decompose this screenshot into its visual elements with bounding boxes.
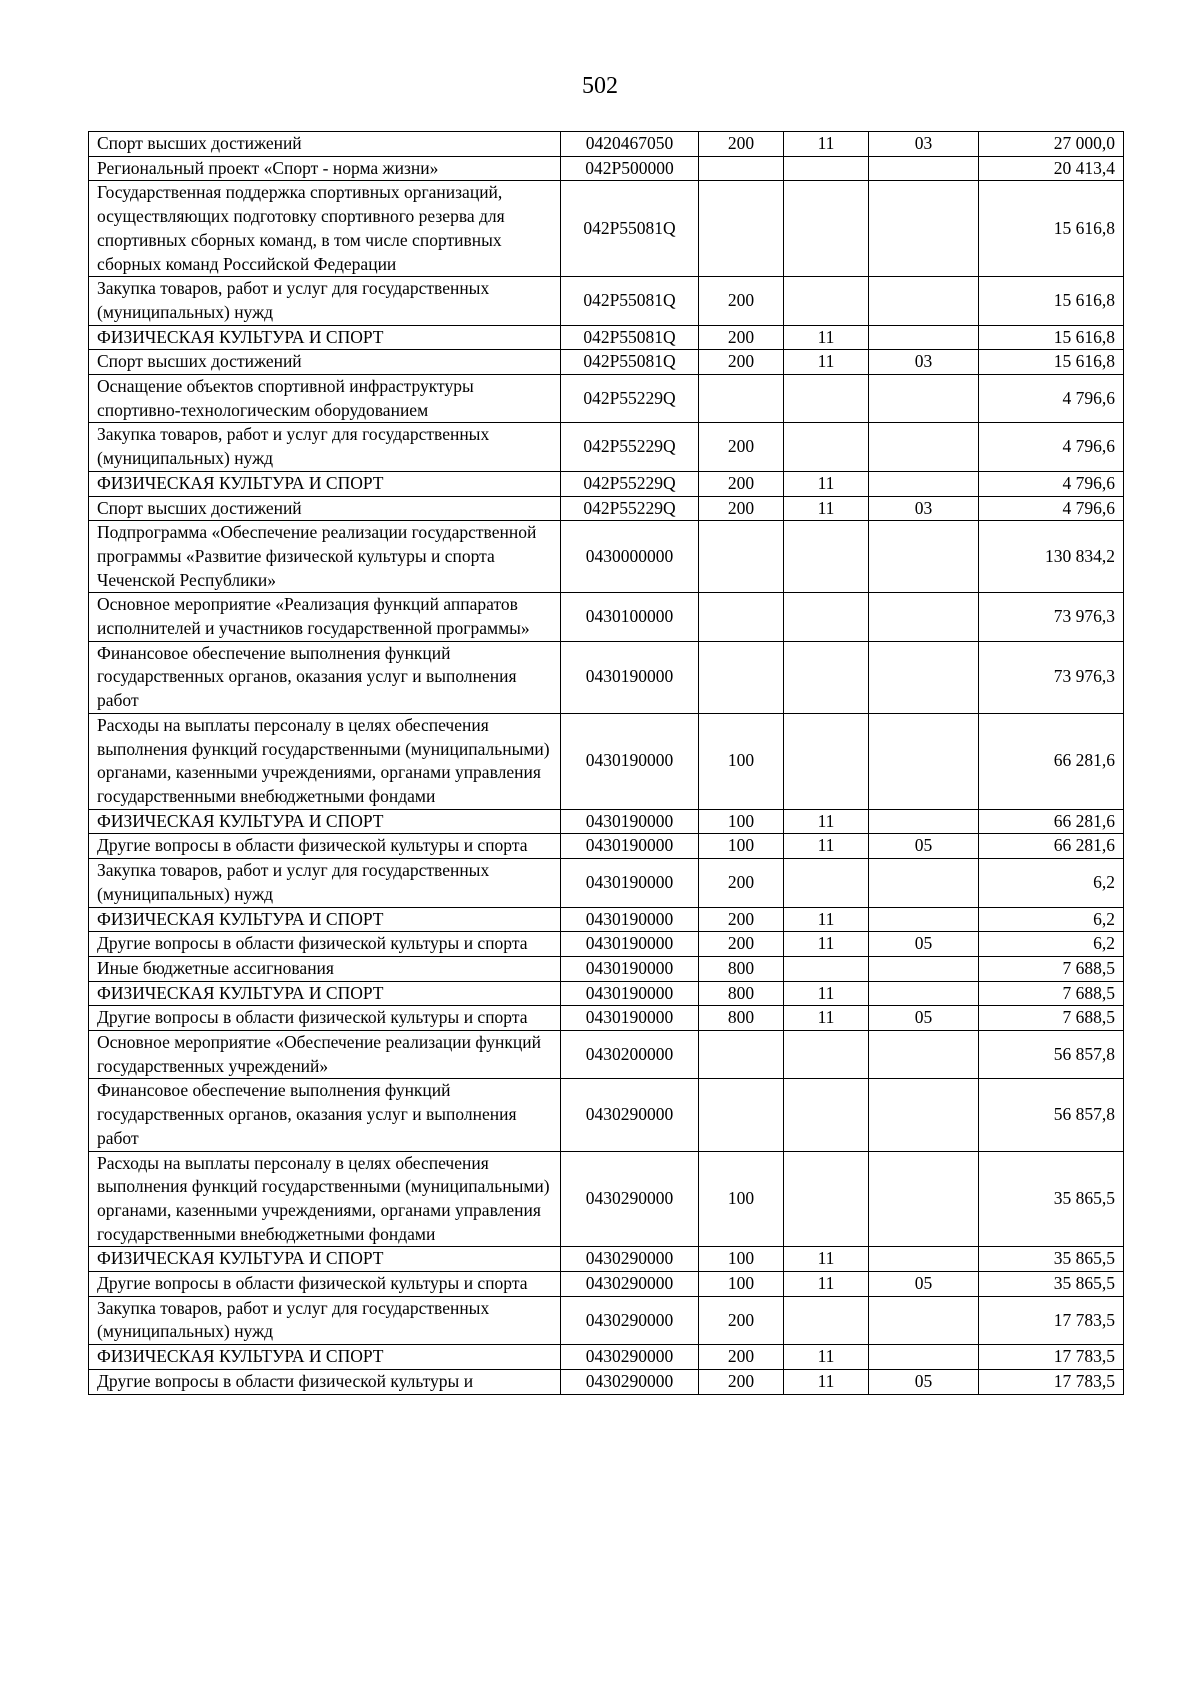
expense-name-cell: Региональный проект «Спорт - норма жизни»	[89, 156, 561, 181]
subsection-cell: 05	[869, 1006, 979, 1031]
amount-cell: 20 413,4	[979, 156, 1124, 181]
target-article-cell: 042P55081Q	[561, 277, 699, 325]
expense-name-cell: Другие вопросы в области физической культуры и спорта	[89, 834, 561, 859]
target-article-cell: 0430190000	[561, 907, 699, 932]
table-row	[89, 834, 1124, 859]
amount-cell: 6,2	[979, 932, 1124, 957]
table-row	[89, 325, 1124, 350]
section-cell	[784, 1296, 869, 1344]
expense-type-cell: 200	[699, 1345, 784, 1370]
target-article-cell: 0430290000	[561, 1151, 699, 1247]
expense-name-cell: Закупка товаров, работ и услуг для государственных (муниципальных) нужд	[89, 277, 561, 325]
table-row	[89, 932, 1124, 957]
subsection-cell: 03	[869, 350, 979, 375]
target-article-cell: 0430190000	[561, 859, 699, 907]
expense-name-cell: ФИЗИЧЕСКАЯ КУЛЬТУРА И СПОРТ	[89, 325, 561, 350]
page-number: 502	[582, 73, 618, 99]
amount-cell: 73 976,3	[979, 641, 1124, 713]
amount-cell: 6,2	[979, 907, 1124, 932]
expense-name-cell: ФИЗИЧЕСКАЯ КУЛЬТУРА И СПОРТ	[89, 1247, 561, 1272]
section-cell: 11	[784, 1006, 869, 1031]
table-row	[89, 181, 1124, 277]
expense-type-cell: 100	[699, 1151, 784, 1247]
target-article-cell: 0430290000	[561, 1369, 699, 1394]
table-row	[89, 907, 1124, 932]
section-cell	[784, 956, 869, 981]
expense-name-cell: Основное мероприятие «Обеспечение реализации функций государственных учреждений»	[89, 1031, 561, 1079]
target-article-cell: 042P55081Q	[561, 181, 699, 277]
expense-type-cell: 800	[699, 1006, 784, 1031]
table-row	[89, 713, 1124, 809]
expense-name-cell: Иные бюджетные ассигнования	[89, 956, 561, 981]
expense-name-cell: Расходы на выплаты персоналу в целях обеспечения выполнения функций государственными (муниципальными) органами, казенными учреждениями, органами управления государственными внебюджетными фондами	[89, 1151, 561, 1247]
target-article-cell: 0430290000	[561, 1247, 699, 1272]
expense-name-cell: Закупка товаров, работ и услуг для государственных (муниципальных) нужд	[89, 1296, 561, 1344]
expense-type-cell: 200	[699, 132, 784, 157]
target-article-cell: 042P55229Q	[561, 471, 699, 496]
table-row	[89, 809, 1124, 834]
table-row	[89, 277, 1124, 325]
target-article-cell: 042P55229Q	[561, 423, 699, 471]
expense-type-cell: 100	[699, 1272, 784, 1297]
table-row	[89, 1151, 1124, 1247]
expense-name-cell: ФИЗИЧЕСКАЯ КУЛЬТУРА И СПОРТ	[89, 907, 561, 932]
expense-type-cell	[699, 181, 784, 277]
expense-type-cell: 200	[699, 859, 784, 907]
section-cell	[784, 181, 869, 277]
expense-type-cell: 200	[699, 1369, 784, 1394]
table-row	[89, 593, 1124, 641]
amount-cell: 4 796,6	[979, 471, 1124, 496]
amount-cell: 6,2	[979, 859, 1124, 907]
amount-cell: 7 688,5	[979, 981, 1124, 1006]
target-article-cell: 042P55081Q	[561, 325, 699, 350]
expense-name-cell: Расходы на выплаты персоналу в целях обеспечения выполнения функций государственными (муниципальными) органами, казенными учреждениями, органами управления государственными внебюджетными фондами	[89, 713, 561, 809]
target-article-cell: 0420467050	[561, 132, 699, 157]
expense-type-cell: 800	[699, 956, 784, 981]
expense-name-cell: ФИЗИЧЕСКАЯ КУЛЬТУРА И СПОРТ	[89, 981, 561, 1006]
expense-type-cell: 200	[699, 423, 784, 471]
section-cell	[784, 277, 869, 325]
expense-type-cell	[699, 1079, 784, 1151]
subsection-cell	[869, 1247, 979, 1272]
expense-type-cell: 100	[699, 809, 784, 834]
subsection-cell	[869, 181, 979, 277]
expense-name-cell: Закупка товаров, работ и услуг для государственных (муниципальных) нужд	[89, 423, 561, 471]
subsection-cell: 05	[869, 1272, 979, 1297]
expense-type-cell: 200	[699, 1296, 784, 1344]
subsection-cell	[869, 1296, 979, 1344]
target-article-cell: 0430190000	[561, 932, 699, 957]
table-row	[89, 132, 1124, 157]
target-article-cell: 0430200000	[561, 1031, 699, 1079]
subsection-cell	[869, 277, 979, 325]
amount-cell: 15 616,8	[979, 277, 1124, 325]
subsection-cell	[869, 1079, 979, 1151]
amount-cell: 35 865,5	[979, 1151, 1124, 1247]
target-article-cell: 0430290000	[561, 1345, 699, 1370]
budget-table	[88, 131, 1124, 1395]
subsection-cell	[869, 641, 979, 713]
table-row	[89, 496, 1124, 521]
expense-type-cell	[699, 1031, 784, 1079]
table-row	[89, 1247, 1124, 1272]
amount-cell: 15 616,8	[979, 350, 1124, 375]
target-article-cell: 042P500000	[561, 156, 699, 181]
target-article-cell: 0430190000	[561, 641, 699, 713]
amount-cell: 66 281,6	[979, 834, 1124, 859]
amount-cell: 4 796,6	[979, 496, 1124, 521]
target-article-cell: 0430290000	[561, 1272, 699, 1297]
expense-name-cell: Другие вопросы в области физической культуры и	[89, 1369, 561, 1394]
table-row	[89, 156, 1124, 181]
expense-type-cell: 100	[699, 713, 784, 809]
table-row	[89, 981, 1124, 1006]
subsection-cell	[869, 593, 979, 641]
target-article-cell: 0430290000	[561, 1296, 699, 1344]
expense-type-cell: 200	[699, 496, 784, 521]
expense-name-cell: Другие вопросы в области физической культуры и спорта	[89, 1272, 561, 1297]
section-cell: 11	[784, 932, 869, 957]
section-cell: 11	[784, 132, 869, 157]
table-row	[89, 1296, 1124, 1344]
expense-type-cell: 800	[699, 981, 784, 1006]
subsection-cell	[869, 1151, 979, 1247]
amount-cell: 27 000,0	[979, 132, 1124, 157]
section-cell: 11	[784, 981, 869, 1006]
expense-name-cell: Другие вопросы в области физической культуры и спорта	[89, 1006, 561, 1031]
expense-type-cell: 100	[699, 1247, 784, 1272]
subsection-cell	[869, 1345, 979, 1370]
expense-type-cell	[699, 641, 784, 713]
subsection-cell	[869, 956, 979, 981]
target-article-cell: 0430190000	[561, 713, 699, 809]
expense-name-cell: ФИЗИЧЕСКАЯ КУЛЬТУРА И СПОРТ	[89, 1345, 561, 1370]
target-article-cell: 0430190000	[561, 834, 699, 859]
table-row	[89, 859, 1124, 907]
amount-cell: 130 834,2	[979, 521, 1124, 593]
subsection-cell	[869, 907, 979, 932]
amount-cell: 56 857,8	[979, 1079, 1124, 1151]
section-cell: 11	[784, 496, 869, 521]
amount-cell: 4 796,6	[979, 375, 1124, 423]
subsection-cell: 03	[869, 132, 979, 157]
target-article-cell: 0430190000	[561, 1006, 699, 1031]
amount-cell: 15 616,8	[979, 325, 1124, 350]
section-cell: 11	[784, 1369, 869, 1394]
subsection-cell	[869, 325, 979, 350]
expense-type-cell: 100	[699, 834, 784, 859]
subsection-cell	[869, 375, 979, 423]
expense-name-cell: Основное мероприятие «Реализация функций аппаратов исполнителей и участников государственной программы»	[89, 593, 561, 641]
section-cell	[784, 423, 869, 471]
section-cell: 11	[784, 907, 869, 932]
table-row	[89, 471, 1124, 496]
table-row	[89, 1345, 1124, 1370]
section-cell: 11	[784, 471, 869, 496]
expense-type-cell: 200	[699, 907, 784, 932]
table-row	[89, 641, 1124, 713]
subsection-cell	[869, 713, 979, 809]
target-article-cell: 042P55229Q	[561, 375, 699, 423]
section-cell	[784, 1031, 869, 1079]
section-cell: 11	[784, 1272, 869, 1297]
section-cell	[784, 156, 869, 181]
section-cell: 11	[784, 1345, 869, 1370]
subsection-cell: 03	[869, 496, 979, 521]
target-article-cell: 0430190000	[561, 981, 699, 1006]
section-cell	[784, 859, 869, 907]
expense-type-cell	[699, 375, 784, 423]
expense-type-cell: 200	[699, 350, 784, 375]
table-row	[89, 350, 1124, 375]
table-row	[89, 1006, 1124, 1031]
subsection-cell: 05	[869, 834, 979, 859]
target-article-cell: 0430290000	[561, 1079, 699, 1151]
amount-cell: 35 865,5	[979, 1272, 1124, 1297]
section-cell	[784, 641, 869, 713]
table-row	[89, 1031, 1124, 1079]
subsection-cell	[869, 981, 979, 1006]
amount-cell: 4 796,6	[979, 423, 1124, 471]
section-cell	[784, 521, 869, 593]
section-cell	[784, 1079, 869, 1151]
target-article-cell: 042P55081Q	[561, 350, 699, 375]
table-row	[89, 521, 1124, 593]
expense-type-cell: 200	[699, 325, 784, 350]
expense-type-cell	[699, 156, 784, 181]
amount-cell: 17 783,5	[979, 1345, 1124, 1370]
expense-type-cell	[699, 593, 784, 641]
table-row	[89, 1079, 1124, 1151]
expense-name-cell: Финансовое обеспечение выполнения функций государственных органов, оказания услуг и выполнения работ	[89, 641, 561, 713]
expense-name-cell: Другие вопросы в области физической культуры и спорта	[89, 932, 561, 957]
expense-name-cell: Спорт высших достижений	[89, 350, 561, 375]
expense-type-cell: 200	[699, 471, 784, 496]
expense-type-cell: 200	[699, 932, 784, 957]
subsection-cell	[869, 521, 979, 593]
subsection-cell: 05	[869, 932, 979, 957]
target-article-cell: 0430190000	[561, 809, 699, 834]
amount-cell: 17 783,5	[979, 1296, 1124, 1344]
table-row	[89, 423, 1124, 471]
section-cell: 11	[784, 834, 869, 859]
subsection-cell	[869, 1031, 979, 1079]
subsection-cell	[869, 156, 979, 181]
table-row	[89, 956, 1124, 981]
table-row	[89, 1369, 1124, 1394]
amount-cell: 66 281,6	[979, 713, 1124, 809]
target-article-cell: 0430000000	[561, 521, 699, 593]
expense-name-cell: ФИЗИЧЕСКАЯ КУЛЬТУРА И СПОРТ	[89, 809, 561, 834]
amount-cell: 17 783,5	[979, 1369, 1124, 1394]
budget-table-body	[89, 132, 1124, 1395]
expense-name-cell: Спорт высших достижений	[89, 496, 561, 521]
table-row	[89, 1272, 1124, 1297]
subsection-cell	[869, 471, 979, 496]
target-article-cell: 042P55229Q	[561, 496, 699, 521]
table-row	[89, 375, 1124, 423]
expense-name-cell: Оснащение объектов спортивной инфраструктуры спортивно-технологическим оборудованием	[89, 375, 561, 423]
expense-name-cell: Закупка товаров, работ и услуг для государственных (муниципальных) нужд	[89, 859, 561, 907]
section-cell	[784, 1151, 869, 1247]
amount-cell: 15 616,8	[979, 181, 1124, 277]
section-cell	[784, 593, 869, 641]
section-cell	[784, 713, 869, 809]
amount-cell: 73 976,3	[979, 593, 1124, 641]
amount-cell: 35 865,5	[979, 1247, 1124, 1272]
subsection-cell	[869, 859, 979, 907]
target-article-cell: 0430190000	[561, 956, 699, 981]
amount-cell: 56 857,8	[979, 1031, 1124, 1079]
section-cell: 11	[784, 350, 869, 375]
subsection-cell	[869, 423, 979, 471]
amount-cell: 7 688,5	[979, 1006, 1124, 1031]
expense-name-cell: Спорт высших достижений	[89, 132, 561, 157]
expense-name-cell: Финансовое обеспечение выполнения функций государственных органов, оказания услуг и выполнения работ	[89, 1079, 561, 1151]
expense-type-cell	[699, 521, 784, 593]
section-cell: 11	[784, 809, 869, 834]
subsection-cell: 05	[869, 1369, 979, 1394]
amount-cell: 7 688,5	[979, 956, 1124, 981]
target-article-cell: 0430100000	[561, 593, 699, 641]
amount-cell: 66 281,6	[979, 809, 1124, 834]
expense-name-cell: Подпрограмма «Обеспечение реализации государственной программы «Развитие физической культуры и спорта Чеченской Республики»	[89, 521, 561, 593]
section-cell: 11	[784, 1247, 869, 1272]
section-cell: 11	[784, 325, 869, 350]
subsection-cell	[869, 809, 979, 834]
section-cell	[784, 375, 869, 423]
expense-type-cell: 200	[699, 277, 784, 325]
expense-name-cell: ФИЗИЧЕСКАЯ КУЛЬТУРА И СПОРТ	[89, 471, 561, 496]
expense-name-cell: Государственная поддержка спортивных организаций, осуществляющих подготовку спортивного резерва для спортивных сборных команд, в том числе спортивных сборных команд Российской Федерации	[89, 181, 561, 277]
